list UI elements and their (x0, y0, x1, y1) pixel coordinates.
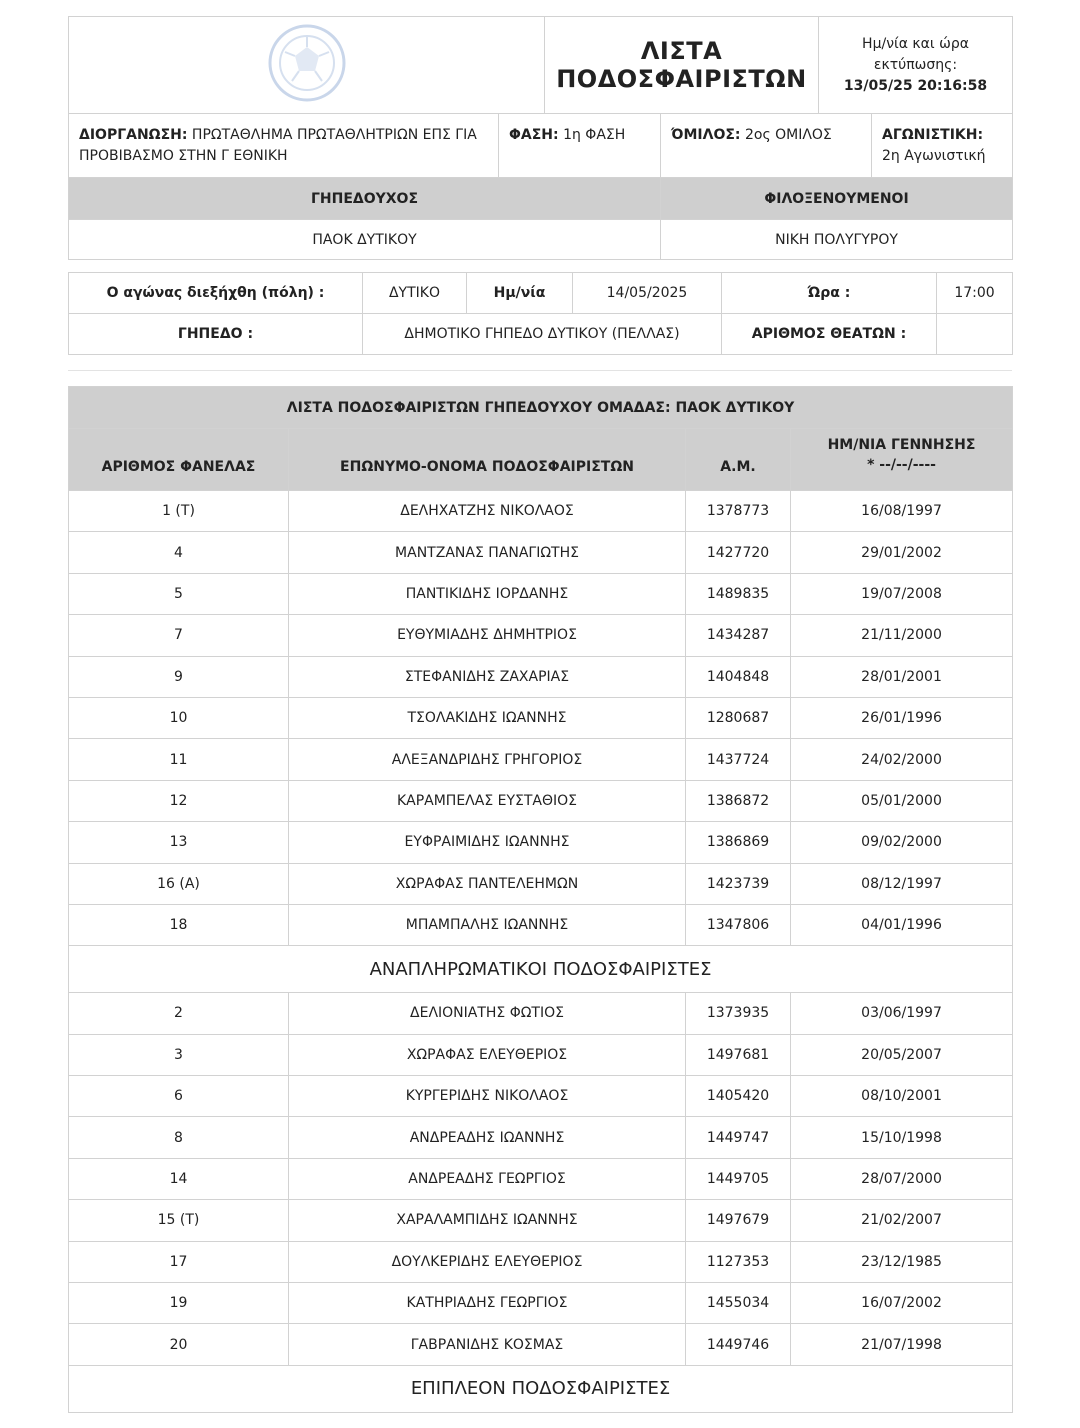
player-am: 1386872 (686, 780, 791, 821)
shirt-number: 3 (69, 1034, 289, 1075)
spectators-value (937, 314, 1013, 355)
player-birth-date: 04/01/1996 (791, 904, 1013, 945)
player-name: ΚΑΡΑΜΠΕΛΑΣ ΕΥΣΤΑΘΙΟΣ (289, 780, 686, 821)
player-name: ΚΑΤΗΡΙΑΔΗΣ ΓΕΩΡΓΙΟΣ (289, 1283, 686, 1324)
print-datetime: 13/05/25 20:16:58 (843, 77, 988, 94)
shirt-number: 20 (69, 1324, 289, 1365)
player-name: ΜΑΝΤΖΑΝΑΣ ΠΑΝΑΓΙΩΤΗΣ (289, 532, 686, 573)
shirt-number: 4 (69, 532, 289, 573)
player-name: ΑΝΔΡΕΑΔΗΣ ΙΩΑΝΝΗΣ (289, 1117, 686, 1158)
shirt-number: 2 (69, 993, 289, 1034)
phase-value: 1η ΦΑΣΗ (563, 126, 626, 143)
group-cell: ΌΜΙΛΟΣ: 2ος ΟΜΙΛΟΣ (661, 113, 872, 178)
player-name: ΤΣΟΛΑΚΙΔΗΣ ΙΩΑΝΝΗΣ (289, 697, 686, 738)
shirt-number: 7 (69, 615, 289, 656)
player-name: ΑΛΕΞΑΝΔΡΙΔΗΣ ΓΡΗΓΟΡΙΟΣ (289, 739, 686, 780)
print-datetime-cell (819, 17, 1013, 114)
player-am: 1347806 (686, 904, 791, 945)
player-am: 1373935 (686, 993, 791, 1034)
time-value: 17:00 (937, 273, 1013, 314)
organization-value: ΠΡΩΤΑΘΛΗΜΑ ΠΡΩΤΑΘΛΗΤΡΙΩΝ ΕΠΣ ΓΙΑ ΠΡΟΒΙΒΑΣΜΟ ΣΤΗΝ Γ ΕΘΝΙΚΗ (79, 126, 477, 164)
shirt-number: 18 (69, 904, 289, 945)
player-name: ΕΥΦΡΑΙΜΙΔΗΣ ΙΩΑΝΝΗΣ (289, 822, 686, 863)
roster (68, 386, 1012, 1413)
logo-cell (69, 17, 545, 114)
player-row (69, 1324, 1013, 1365)
match-info (68, 272, 1012, 355)
shirt-number: 13 (69, 822, 289, 863)
player-birth-date: 28/07/2000 (791, 1158, 1013, 1199)
organization-cell: ΔΙΟΡΓΑΝΩΣΗ: ΠΡΩΤΑΘΛΗΜΑ ΠΡΩΤΑΘΛΗΤΡΙΩΝ ΕΠΣ ΓΙΑ ΠΡΟΒΙΒΑΣΜΟ ΣΤΗΝ Γ ΕΘΝΙΚΗ (69, 113, 499, 178)
player-name: ΔΕΛΙΟΝΙΑΤΗΣ ΦΩΤΙΟΣ (289, 993, 686, 1034)
player-name: ΜΠΑΜΠΑΛΗΣ ΙΩΑΝΝΗΣ (289, 904, 686, 945)
stadium-label: ΓΗΠΕΔΟ : (69, 314, 363, 355)
match-table (68, 272, 1013, 355)
away-team-name: ΝΙΚΗ ΠΟΛΥΓΥΡΟΥ (661, 220, 1013, 260)
col-birth: ΗΜ/ΝΙΑ ΓΕΝΝΗΣΗΣ * --/--/---- (791, 429, 1013, 491)
player-row (69, 1158, 1013, 1199)
player-row (69, 615, 1013, 656)
matchday-value: 2η Αγωνιστική (882, 147, 986, 164)
player-am: 1455034 (686, 1283, 791, 1324)
roster-title: ΛΙΣΤΑ ΠΟΔΟΣΦΑΙΡΙΣΤΩΝ ΓΗΠΕΔΟΥΧΟΥ ΟΜΑΔΑΣ: ΠΑΟΚ ΔΥΤΙΚΟΥ (69, 387, 1013, 429)
federation-logo-icon (267, 23, 347, 103)
player-row (69, 993, 1013, 1034)
player-birth-date: 08/10/2001 (791, 1076, 1013, 1117)
player-name: ΣΤΕΦΑΝΙΔΗΣ ΖΑΧΑΡΙΑΣ (289, 656, 686, 697)
player-am: 1427720 (686, 532, 791, 573)
city-label: Ο αγώνας διεξήχθη (πόλη) : (69, 273, 363, 314)
player-row (69, 491, 1013, 532)
player-row (69, 863, 1013, 904)
shirt-number: 16 (A) (69, 863, 289, 904)
player-row (69, 1283, 1013, 1324)
starters-body (69, 491, 1013, 946)
player-row (69, 1200, 1013, 1241)
player-birth-date: 20/05/2007 (791, 1034, 1013, 1075)
extra-players-title: ΕΠΙΠΛΕΟΝ ΠΟΔΟΣΦΑΙΡΙΣΤΕΣ (69, 1365, 1013, 1412)
player-am: 1404848 (686, 656, 791, 697)
player-am: 1423739 (686, 863, 791, 904)
time-label: Ώρα : (722, 273, 937, 314)
player-am: 1437724 (686, 739, 791, 780)
player-row (69, 822, 1013, 863)
shirt-number: 6 (69, 1076, 289, 1117)
print-label: Ημ/νία και ώρα (862, 35, 969, 52)
shirt-number: 19 (69, 1283, 289, 1324)
shirt-number: 10 (69, 697, 289, 738)
player-am: 1386869 (686, 822, 791, 863)
shirt-number: 14 (69, 1158, 289, 1199)
home-team-label: ΓΗΠΕΔΟΥΧΟΣ (69, 178, 661, 220)
player-birth-date: 08/12/1997 (791, 863, 1013, 904)
col-am: Α.Μ. (686, 429, 791, 491)
player-am: 1378773 (686, 491, 791, 532)
date-label: Ημ/νία (467, 273, 573, 314)
player-birth-date: 21/11/2000 (791, 615, 1013, 656)
player-name: ΧΑΡΑΛΑΜΠΙΔΗΣ ΙΩΑΝΝΗΣ (289, 1200, 686, 1241)
player-birth-date: 19/07/2008 (791, 573, 1013, 614)
document-title: ΛΙΣΤΑ ΠΟΔΟΣΦΑΙΡΙΣΤΩΝ (545, 17, 819, 114)
stadium-value: ΔΗΜΟΤΙΚΟ ΓΗΠΕΔΟ ΔΥΤΙΚΟΥ (ΠΕΛΛΑΣ) (363, 314, 722, 355)
player-birth-date: 09/02/2000 (791, 822, 1013, 863)
player-birth-date: 05/01/2000 (791, 780, 1013, 821)
col-name: ΕΠΩΝΥΜΟ-ΟΝΟΜΑ ΠΟΔΟΣΦΑΙΡΙΣΤΩΝ (289, 429, 686, 491)
player-name: ΕΥΘΥΜΙΑΔΗΣ ΔΗΜΗΤΡΙΟΣ (289, 615, 686, 656)
meta-table (68, 113, 1013, 179)
player-row (69, 1076, 1013, 1117)
player-row (69, 780, 1013, 821)
shirt-number: 15 (T) (69, 1200, 289, 1241)
phase-cell: ΦΑΣΗ: 1η ΦΑΣΗ (499, 113, 661, 178)
player-am: 1497679 (686, 1200, 791, 1241)
player-row (69, 1241, 1013, 1282)
substitutes-body (69, 993, 1013, 1366)
city-value: ΔΥΤΙΚΟ (363, 273, 467, 314)
player-am: 1449705 (686, 1158, 791, 1199)
player-birth-date: 29/01/2002 (791, 532, 1013, 573)
shirt-number: 1 (T) (69, 491, 289, 532)
player-name: ΠΑΝΤΙΚΙΔΗΣ ΙΟΡΔΑΝΗΣ (289, 573, 686, 614)
player-am: 1434287 (686, 615, 791, 656)
player-birth-date: 03/06/1997 (791, 993, 1013, 1034)
group-value: 2ος ΟΜΙΛΟΣ (744, 126, 832, 143)
player-birth-date: 24/02/2000 (791, 739, 1013, 780)
player-birth-date: 21/07/1998 (791, 1324, 1013, 1365)
header-table (68, 16, 1013, 114)
matchday-cell: ΑΓΩΝΙΣΤΙΚΗ: 2η Αγωνιστική (872, 113, 1013, 178)
player-am: 1449747 (686, 1117, 791, 1158)
player-name: ΔΕΛΗΧΑΤΖΗΣ ΝΙΚΟΛΑΟΣ (289, 491, 686, 532)
player-birth-date: 21/02/2007 (791, 1200, 1013, 1241)
player-row (69, 904, 1013, 945)
document-header (68, 16, 1012, 260)
player-birth-date: 23/12/1985 (791, 1241, 1013, 1282)
away-team-label: ΦΙΛΟΞΕΝΟΥΜΕΝΟΙ (661, 178, 1013, 220)
col-shirt: ΑΡΙΘΜΟΣ ΦΑΝΕΛΑΣ (69, 429, 289, 491)
section-divider (68, 370, 1012, 371)
player-am: 1497681 (686, 1034, 791, 1075)
player-row (69, 739, 1013, 780)
player-row (69, 1117, 1013, 1158)
spectators-label: ΑΡΙΘΜΟΣ ΘΕΑΤΩΝ : (722, 314, 937, 355)
shirt-number: 17 (69, 1241, 289, 1282)
player-row (69, 1034, 1013, 1075)
player-am: 1489835 (686, 573, 791, 614)
player-name: ΧΩΡΑΦΑΣ ΠΑΝΤΕΛΕΗΜΩΝ (289, 863, 686, 904)
shirt-number: 9 (69, 656, 289, 697)
player-name: ΑΝΔΡΕΑΔΗΣ ΓΕΩΡΓΙΟΣ (289, 1158, 686, 1199)
shirt-number: 8 (69, 1117, 289, 1158)
player-row (69, 532, 1013, 573)
player-am: 1127353 (686, 1241, 791, 1282)
player-name: ΚΥΡΓΕΡΙΔΗΣ ΝΙΚΟΛΑΟΣ (289, 1076, 686, 1117)
home-team-name: ΠΑΟΚ ΔΥΤΙΚΟΥ (69, 220, 661, 260)
player-am: 1449746 (686, 1324, 791, 1365)
print-label-2: εκτύπωσης: (873, 56, 958, 73)
player-birth-date: 28/01/2001 (791, 656, 1013, 697)
player-row (69, 697, 1013, 738)
player-birth-date: 16/08/1997 (791, 491, 1013, 532)
shirt-number: 11 (69, 739, 289, 780)
player-row (69, 573, 1013, 614)
player-birth-date: 15/10/1998 (791, 1117, 1013, 1158)
shirt-number: 12 (69, 780, 289, 821)
player-birth-date: 26/01/1996 (791, 697, 1013, 738)
player-name: ΔΟΥΛΚΕΡΙΔΗΣ ΕΛΕΥΘΕΡΙΟΣ (289, 1241, 686, 1282)
player-am: 1280687 (686, 697, 791, 738)
player-am: 1405420 (686, 1076, 791, 1117)
roster-table (68, 386, 1013, 1413)
player-birth-date: 16/07/2002 (791, 1283, 1013, 1324)
teams-table (68, 177, 1013, 260)
substitutes-title: ΑΝΑΠΛΗΡΩΜΑΤΙΚΟΙ ΠΟΔΟΣΦΑΙΡΙΣΤΕΣ (69, 946, 1013, 993)
player-name: ΧΩΡΑΦΑΣ ΕΛΕΥΘΕΡΙΟΣ (289, 1034, 686, 1075)
player-name: ΓΑΒΡΑΝΙΔΗΣ ΚΟΣΜΑΣ (289, 1324, 686, 1365)
shirt-number: 5 (69, 573, 289, 614)
player-row (69, 656, 1013, 697)
date-value: 14/05/2025 (573, 273, 722, 314)
